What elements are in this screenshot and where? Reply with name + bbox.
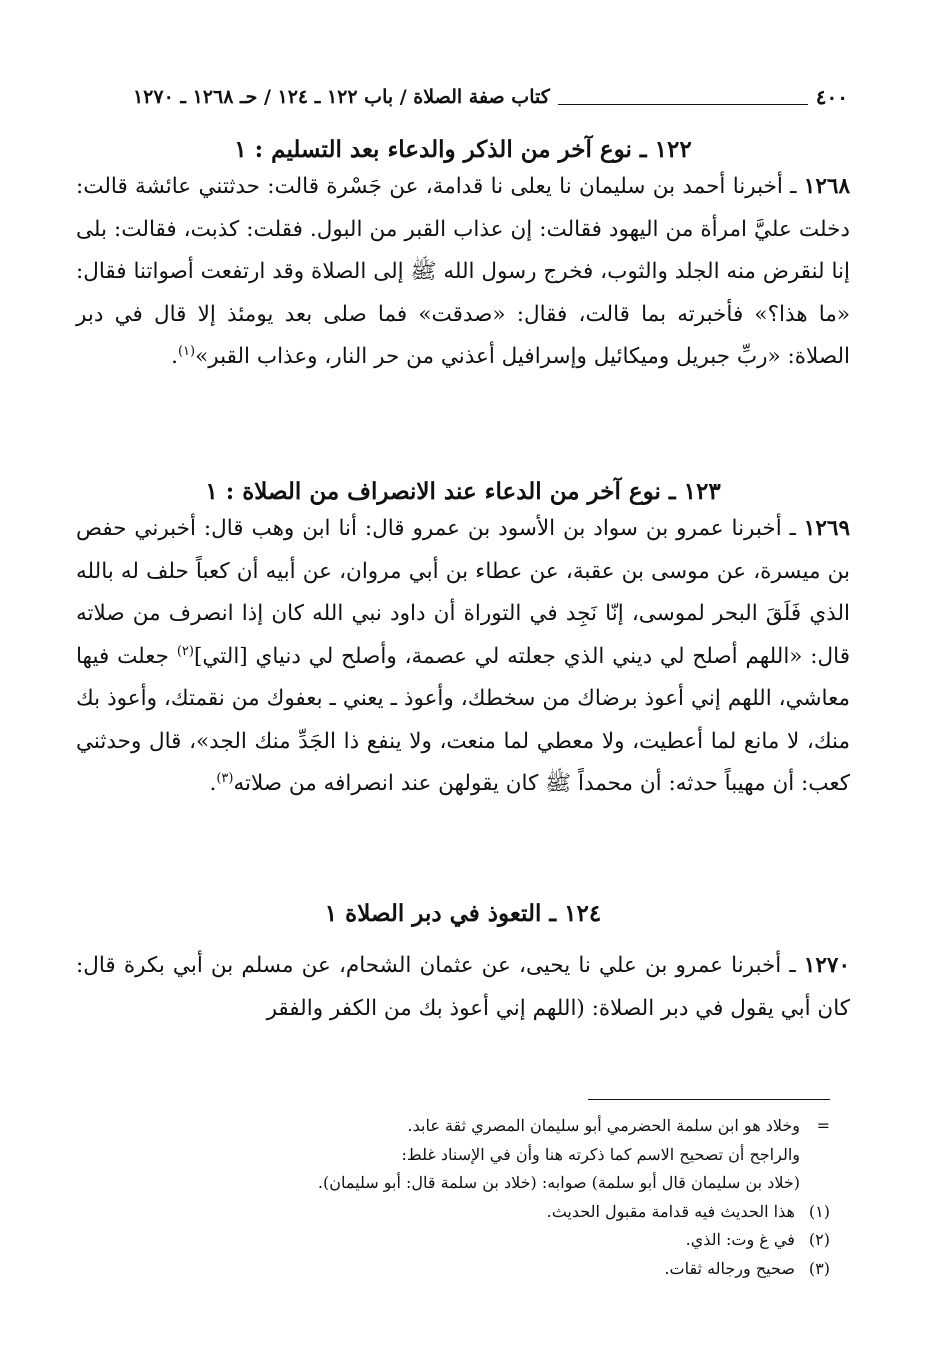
footnote-3: (٣) صحيح ورجاله ثقات.	[664, 1258, 830, 1278]
hadith-1268: ١٢٦٨ ـ أخبرنا أحمد بن سليمان نا يعلى نا قدامة، عن جَسْرة قالت: حدثتني عائشة قالت: دخلت عليَّ امرأة من اليهود فقالت: إن عذاب القبر من البول. فقلت: كذبت، فقالت: بلى إنا لنقرض منه الجلد والثوب، فخرج رسول الله ﷺ إلى الصلاة وقد ارتفعت أصواتنا فقال: «ما هذا؟» فأخبرته بما قالت، فقال: «صدقت» فما صلى بعد يومئذ إلا قال في دبر الصلاة: «ربِّ جبريل وميكائيل وإسرافيل أعذني من حر النار، وعذاب القبر»$^{(١)}$.	[76, 174, 850, 369]
hadith-text-cont: جعلت فيها معاشي، اللهم إني أعوذ برضاك من سخطك، وأعوذ ـ يعني ـ بعفوك من نقمتك، وأعوذ بك منك، لا مانع لما أعطيت، ولا معطي لما منعت، ولا ينفع ذا الجَدِّ منك الجد»، قال وحدثني كعب: أن مهيباً حدثه: أن محمداً ﷺ كان يقولهن عند انصرافه من صلاته	[76, 643, 850, 796]
footnote-continuation: =وخلاد هو ابن سلمة الحضرمي أبو سليمان المصري ثقة عابد.	[407, 1116, 830, 1135]
hadith-number: ١٢٧٠	[803, 953, 850, 978]
hadith-1269: ١٢٦٩ ـ أخبرنا عمرو بن سواد بن الأسود بن عمرو قال: أنا ابن وهب قال: أخبرني حفص بن ميسرة، عن موسى بن عقبة، عن عطاء بن أبي مروان، عن أبيه أن كعباً حلف له بالله الذي فَلَقَ البحر لموسى، إنّا نَجِد في التوراة أن داود نبي الله كان إذا انصرف من صلاته قال: «اللهم أصلح لي ديني الذي جعلته لي عصمة، وأصلح لي دنياي [التي]$^{(٢)}$ جعلت فيها معاشي، اللهم إني أعوذ برضاك من سخطك، وأعوذ ـ يعني ـ بعفوك من نقمتك، وأعوذ بك منك، لا مانع لما أعطيت، ولا معطي لما منعت، ولا ينفع ذا الجَدِّ منك الجد»، قال وحدثني كعب: أن مهيباً حدثه: أن محمداً ﷺ كان يقولهن عند انصرافه من صلاته$^{(٣)}$.	[76, 516, 850, 796]
footnote-ref-3[interactable]: (٣)	[216, 770, 234, 786]
section-heading-123: ١٢٣ ـ نوع آخر من الدعاء عند الانصراف من الصلاة : ١	[205, 478, 721, 505]
footnote-separator	[588, 1099, 830, 1100]
footnote-continuation: (خلاد بن سليمان قال أبو سلمة) صوابه: (خلاد بن سلمة قال: أبو سليمان).	[317, 1173, 800, 1192]
section-heading-122: ١٢٢ ـ نوع آخر من الذكر والدعاء بعد التسليم : ١	[234, 136, 692, 163]
hadith-number: ١٢٦٩	[803, 516, 850, 541]
running-head	[78, 80, 848, 114]
footnote-2: (٢) في غ وت: الذي.	[685, 1230, 830, 1249]
footnote-continuation: والراجح أن تصحيح الاسم كما ذكرته هنا وأن في الإسناد غلط:	[401, 1144, 800, 1164]
page-number: ٤٠٠	[815, 85, 848, 109]
running-title: كتاب صفة الصلاة / باب ١٢٢ ـ ١٢٤ / حـ ١٢٦٨ ـ ١٢٧٠	[132, 86, 550, 108]
section-heading-124: ١٢٤ ـ التعوذ في دبر الصلاة ١	[324, 900, 602, 927]
footnote-ref-1[interactable]: (١)	[177, 343, 196, 359]
hadith-1270	[76, 945, 850, 1030]
footnote-ref-2[interactable]: (٢)	[176, 643, 194, 659]
header-rule	[558, 104, 808, 105]
hadith-text: ـ أخبرنا عمرو بن سواد بن الأسود بن عمرو قال: أنا ابن وهب قال: أخبرني حفص بن ميسرة، عن موسى بن عقبة، عن عطاء بن أبي مروان، عن أبيه أن كعباً حلف له بالله الذي فَلَقَ البحر لموسى، إنّا نَجِد في التوراة أن داود نبي الله كان إذا انصرف من صلاته قال: «اللهم أصلح لي ديني الذي جعلته لي عصمة، وأصلح لي دنياي [التي]	[76, 516, 850, 669]
hadith-number: ١٢٦٨	[803, 174, 850, 199]
footnotes	[200, 1112, 830, 1283]
hadith-text: ـ أخبرنا أحمد بن سليمان نا يعلى نا قدامة، عن جَسْرة قالت: حدثتني عائشة قالت: دخلت عليَّ امرأة من اليهود فقالت: إن عذاب القبر من البول. فقلت: كذبت، فقالت: بلى إنا لنقرض منه الجلد والثوب، فخرج رسول الله ﷺ إلى الصلاة وقد ارتفعت أصواتنا فقال: «ما هذا؟» فأخبرته بما قالت، فقال: «صدقت» فما صلى بعد يومئذ إلا قال في دبر الصلاة: «ربِّ جبريل وميكائيل وإسرافيل أعذني من حر النار، وعذاب القبر»	[76, 174, 850, 369]
hadith-text: ـ أخبرنا عمرو بن علي نا يحيى، عن عثمان الشحام، عن مسلم بن أبي بكرة قال: كان أبي يقول في دبر الصلاة: (اللهم إني أعوذ بك من الكفر والفقر	[76, 953, 850, 1021]
footnote-1: (١) هذا الحديث فيه قدامة مقبول الحديث.	[546, 1201, 830, 1221]
